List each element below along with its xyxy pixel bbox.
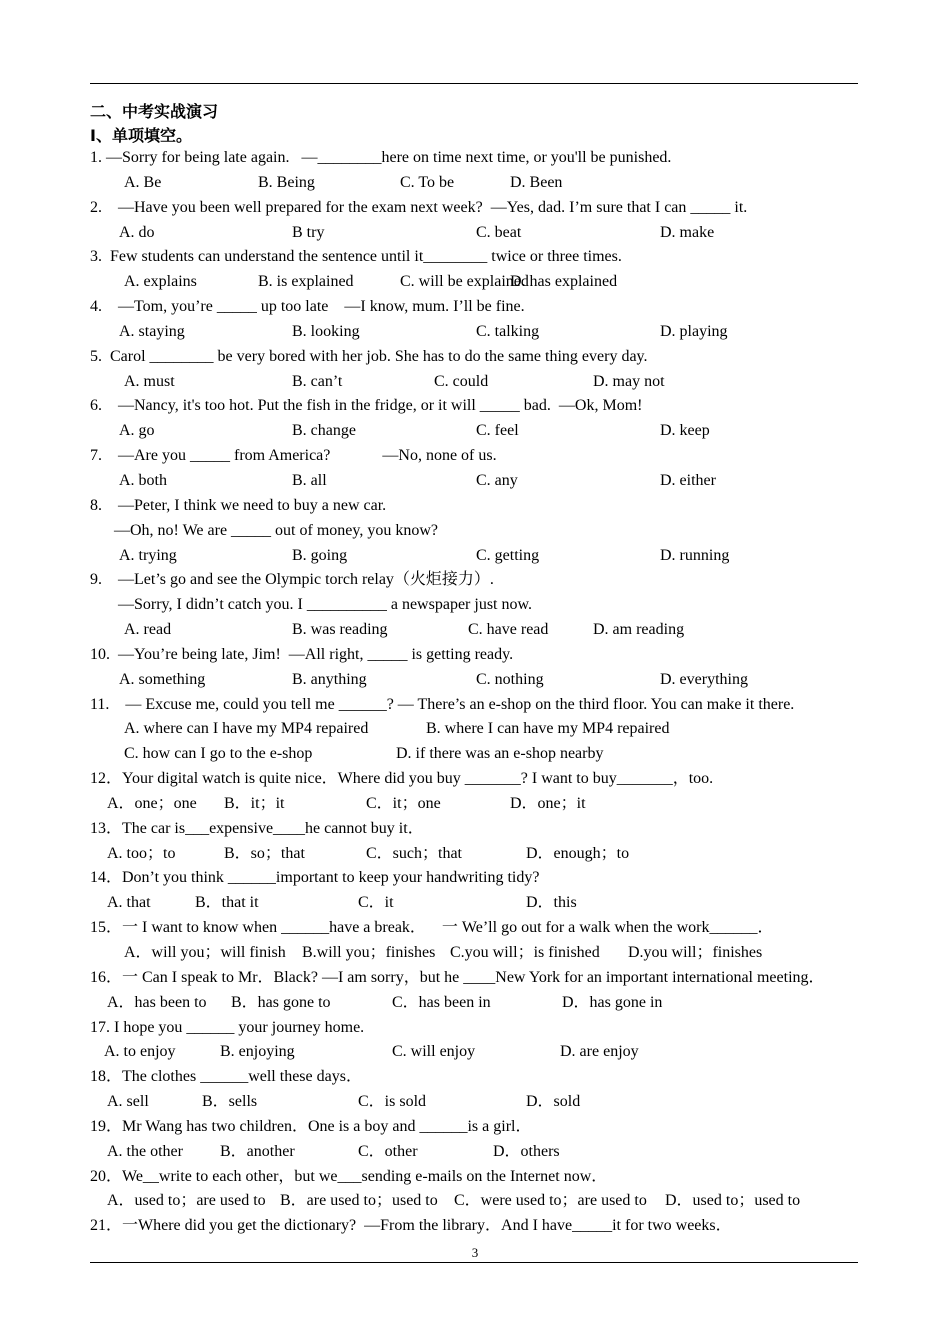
question-stem: 3. Few students can understand the sentence until it________ twice or three times. bbox=[90, 248, 622, 266]
answer-option: D．has gone in bbox=[562, 993, 663, 1011]
answer-option: A．used to；are used to bbox=[107, 1192, 266, 1210]
answer-option: D．others bbox=[493, 1142, 560, 1160]
answer-option: C.you will；is finished bbox=[450, 944, 600, 961]
question-stem: 6. —Nancy, it's too hot. Put the fish in the fridge, or it will _____ bad. —Ok, Mom! bbox=[90, 397, 643, 415]
answer-option: C．is sold bbox=[358, 1093, 427, 1111]
question-text bbox=[90, 693, 858, 718]
answer-option: A. read bbox=[124, 621, 172, 639]
answer-option: D. has explained bbox=[510, 273, 618, 291]
question-stem: 14．Don’t you think ______important to keep your handwriting tidy? bbox=[90, 869, 540, 887]
question-text bbox=[90, 519, 858, 544]
answer-option: D. either bbox=[660, 471, 716, 489]
options-row bbox=[90, 370, 858, 395]
answer-option: D. playing bbox=[660, 322, 728, 340]
answer-option: B. where I can have my MP4 repaired bbox=[426, 720, 670, 738]
question-text bbox=[90, 1165, 858, 1190]
question-text bbox=[90, 444, 858, 469]
answer-option: A．one；one bbox=[107, 794, 197, 812]
answer-option: A. Be bbox=[124, 173, 162, 191]
answer-option: D．one；it bbox=[510, 794, 586, 812]
question-text bbox=[90, 593, 858, 618]
answer-option: B. enjoying bbox=[220, 1043, 295, 1061]
question-stem: 1. —Sorry for being late again. —________here on time next time, or you'll be punished. bbox=[90, 149, 672, 166]
options-row bbox=[90, 270, 858, 295]
options-row bbox=[90, 1189, 858, 1214]
bottom-rule bbox=[90, 1262, 858, 1263]
answer-option: B. going bbox=[292, 546, 348, 564]
answer-option: A. to enjoy bbox=[104, 1043, 176, 1061]
answer-option: A. too；to bbox=[107, 844, 176, 862]
question-stem: 15．一 I want to know when ______have a break． 一 We’ll go out for a walk when the work______． bbox=[90, 919, 774, 937]
answer-option: D. am reading bbox=[593, 621, 685, 639]
answer-option: B try bbox=[292, 223, 325, 241]
answer-option: C. getting bbox=[476, 546, 540, 564]
options-row bbox=[90, 1040, 858, 1065]
options-row bbox=[90, 320, 858, 345]
options-row bbox=[90, 717, 858, 742]
answer-option: A．has been to bbox=[107, 993, 207, 1011]
answer-option: C. could bbox=[434, 372, 489, 390]
answer-option: A. do bbox=[119, 223, 155, 241]
answer-option: A．will you；will finish bbox=[124, 944, 286, 961]
answer-option: C. have read bbox=[468, 621, 549, 639]
question-stem: 18．The clothes ______well these days． bbox=[90, 1068, 362, 1086]
question-stem: 21．一Where did you get the dictionary? —From the library．And I have_____it for two weeks． bbox=[90, 1217, 732, 1235]
answer-option: C．were used to；are used to bbox=[454, 1192, 647, 1210]
part-heading: I、单项填空。 bbox=[90, 126, 192, 145]
question-text bbox=[90, 643, 858, 668]
options-row bbox=[90, 544, 858, 569]
answer-option: B．so；that bbox=[224, 844, 305, 862]
question-stem: 12．Your digital watch is quite nice．Where did you buy _______? I want to buy_______，too. bbox=[90, 770, 714, 788]
question-stem: 20．We__write to each other，but we___sending e-mails on the Internet now． bbox=[90, 1167, 608, 1185]
answer-option: C．other bbox=[358, 1142, 418, 1160]
page-number: 3 bbox=[471, 1245, 479, 1260]
question-text bbox=[90, 196, 858, 221]
options-row bbox=[90, 991, 858, 1016]
question-text bbox=[90, 1115, 858, 1140]
question-text bbox=[90, 1214, 858, 1239]
options-row bbox=[90, 1140, 858, 1165]
question-text bbox=[90, 295, 858, 320]
question-text bbox=[90, 1065, 858, 1090]
answer-option: D．sold bbox=[526, 1093, 581, 1111]
answer-option: C．has been in bbox=[392, 993, 491, 1011]
answer-option: B．it；it bbox=[224, 794, 285, 812]
options-row bbox=[90, 469, 858, 494]
question-stem: 9. —Let’s go and see the Olympic torch relay（火炬接力）. bbox=[90, 571, 494, 589]
answer-option: B. is explained bbox=[258, 273, 354, 291]
question-list bbox=[90, 146, 858, 1239]
answer-option: A. go bbox=[119, 422, 155, 440]
answer-option: C. how can I go to the e-shop bbox=[124, 745, 313, 763]
top-rule bbox=[90, 83, 858, 84]
answer-option: B. all bbox=[292, 471, 327, 489]
answer-option: C．it bbox=[358, 894, 394, 912]
question-stem: 5. Carol ________ be very bored with her job. She has to do the same thing every day. bbox=[90, 347, 648, 365]
answer-option: C. feel bbox=[476, 422, 519, 440]
answer-option: B．are used to；used to bbox=[280, 1192, 438, 1210]
question-stem: 10. —You’re being late, Jim! —All right, _____ is getting ready. bbox=[90, 645, 514, 663]
question-stem: 2. —Have you been well prepared for the exam next week? —Yes, dad. I’m sure that I can _____ it. bbox=[90, 198, 748, 216]
question-text bbox=[90, 916, 858, 941]
answer-option: D. may not bbox=[593, 372, 665, 390]
question-stem: —Sorry, I didn’t catch you. I __________ a newspaper just now. bbox=[90, 596, 532, 614]
options-row bbox=[90, 842, 858, 867]
answer-option: D. keep bbox=[660, 422, 710, 440]
question-text bbox=[90, 817, 858, 842]
options-row bbox=[90, 171, 858, 196]
answer-option: B. anything bbox=[292, 670, 367, 688]
answer-option: A. something bbox=[119, 670, 206, 688]
answer-option: D. everything bbox=[660, 670, 748, 688]
answer-option: C．it；one bbox=[366, 794, 441, 812]
answer-option: B. was reading bbox=[292, 621, 388, 639]
options-row bbox=[90, 792, 858, 817]
question-stem: 16．一 Can I speak to Mr．Black? —I am sorry，but he ____New York for an important international meeting． bbox=[90, 968, 825, 986]
options-row bbox=[90, 419, 858, 444]
answer-option: D. make bbox=[660, 223, 715, 241]
answer-option: D. are enjoy bbox=[560, 1043, 639, 1061]
question-text bbox=[90, 966, 858, 991]
answer-option: B. change bbox=[292, 422, 356, 440]
answer-option: B. Being bbox=[258, 173, 315, 191]
question-text bbox=[90, 394, 858, 419]
answer-option: B．that it bbox=[195, 894, 259, 912]
question-text bbox=[90, 494, 858, 519]
answer-option: A. trying bbox=[119, 546, 177, 564]
answer-option: C. any bbox=[476, 471, 518, 489]
answer-option: D．used to；used to bbox=[665, 1192, 801, 1210]
question-stem: —Oh, no! We are _____ out of money, you know? bbox=[90, 521, 438, 539]
answer-option: A. where can I have my MP4 repaired bbox=[124, 720, 369, 738]
answer-option: C. To be bbox=[400, 173, 455, 191]
question-text bbox=[90, 345, 858, 370]
question-stem: 13．The car is___expensive____he cannot buy it． bbox=[90, 819, 424, 837]
question-text bbox=[90, 245, 858, 270]
question-stem: 7. —Are you _____ from America? —No, none of us. bbox=[90, 447, 497, 465]
answer-option: C. will enjoy bbox=[392, 1043, 476, 1061]
answer-option: A. that bbox=[107, 894, 151, 912]
options-row bbox=[90, 1090, 858, 1115]
answer-option: B.will you；finishes bbox=[302, 944, 436, 961]
question-text bbox=[90, 146, 858, 171]
answer-option: A. staying bbox=[119, 322, 185, 340]
answer-option: B．sells bbox=[202, 1093, 258, 1111]
answer-option: A. both bbox=[119, 471, 167, 489]
answer-option: B. can’t bbox=[292, 372, 343, 390]
question-stem: 19．Mr Wang has two children．One is a boy and ______is a girl． bbox=[90, 1117, 532, 1135]
answer-option: D.you will；finishes bbox=[628, 944, 763, 961]
question-text bbox=[90, 1016, 858, 1041]
question-text bbox=[90, 568, 858, 593]
answer-option: C. will be explained bbox=[400, 273, 529, 291]
answer-option: A. the other bbox=[107, 1142, 183, 1160]
answer-option: D. Been bbox=[510, 173, 563, 191]
question-text bbox=[90, 767, 858, 792]
answer-option: A. must bbox=[124, 372, 175, 390]
answer-option: D. if there was an e-shop nearby bbox=[396, 745, 604, 763]
options-row bbox=[90, 221, 858, 246]
answer-option: B．another bbox=[220, 1142, 295, 1160]
options-row bbox=[90, 941, 858, 966]
answer-option: C. beat bbox=[476, 223, 522, 241]
question-stem: 11. — Excuse me, could you tell me ______? — There’s an e-shop on the third floor. You can make it there. bbox=[90, 695, 795, 713]
answer-option: D. running bbox=[660, 546, 730, 564]
answer-option: C. talking bbox=[476, 322, 540, 340]
options-row bbox=[90, 618, 858, 643]
answer-option: D．this bbox=[526, 894, 577, 912]
options-row bbox=[90, 742, 858, 767]
answer-option: B．has gone to bbox=[231, 993, 331, 1011]
question-text bbox=[90, 866, 858, 891]
question-stem: 17. I hope you ______ your journey home. bbox=[90, 1018, 365, 1036]
answer-option: C. nothing bbox=[476, 670, 544, 688]
answer-option: A. sell bbox=[107, 1093, 149, 1111]
answer-option: B. looking bbox=[292, 322, 360, 340]
section-heading: 二、中考实战演习 bbox=[90, 102, 219, 121]
answer-option: C．such；that bbox=[366, 844, 462, 862]
options-row bbox=[90, 891, 858, 916]
question-stem: 8. —Peter, I think we need to buy a new car. bbox=[90, 496, 387, 514]
question-stem: 4. —Tom, you’re _____ up too late —I know, mum. I’ll be fine. bbox=[90, 298, 525, 316]
answer-option: D．enough；to bbox=[526, 844, 630, 862]
answer-option: A. explains bbox=[124, 273, 197, 291]
options-row bbox=[90, 668, 858, 693]
